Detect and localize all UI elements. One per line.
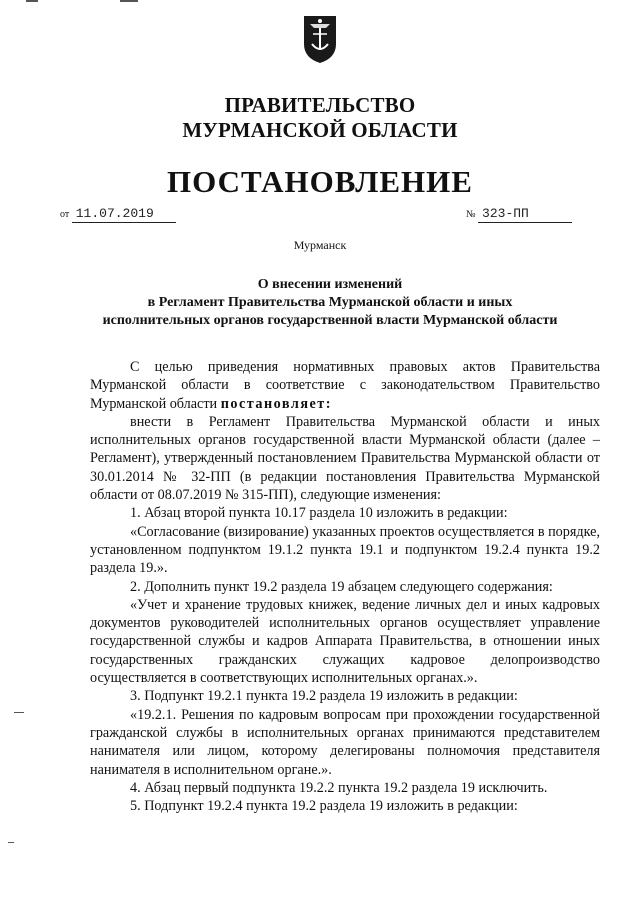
item-2-quote: «Учет и хранение трудовых книжек, ведение личных дел и иных кадровых документов руководителей исполнительных органов осуществляет управление государственной службы и кадров Аппарата Правительства, в отношении иных государственных гражданских служащих кадровое делопроизводство осуществляется в соответствующих исполнительных органах.».	[90, 596, 600, 687]
number-value: 323-ПП	[482, 206, 529, 221]
number-prefix: №	[466, 209, 476, 220]
intro-text: С целью приведения нормативных правовых актов Правительства Мурманской области в соответствие с законодательством Правительство Мурманской области	[90, 359, 600, 412]
scan-artifact	[26, 0, 38, 2]
government-title-line2: МУРМАНСКОЙ ОБЛАСТИ	[182, 118, 458, 142]
scan-artifact	[8, 842, 14, 843]
item-4: 4. Абзац первый подпункта 19.2.2 пункта 19.2 раздела 19 исключить.	[130, 779, 548, 796]
number-field	[466, 206, 572, 223]
scan-artifact	[120, 0, 138, 2]
date-prefix: от	[60, 209, 70, 220]
main-paragraph: внести в Регламент Правительства Мурманской области и иных исполнительных органов государственной власти Мурманской области (далее – Регламент), утвержденный постановлением Правительства Мурманской области от 30.01.2014 № 32-ПП (в редакции постановления Правительства Мурманской области от 08.07.2019 № 315-ПП), следующие изменения:	[90, 413, 600, 504]
subject-line1: О внесении изменений	[257, 277, 403, 292]
intro-keyword: постановляет:	[220, 395, 333, 412]
item-5: 5. Подпункт 19.2.4 пункта 19.2 раздела 19 изложить в редакции:	[130, 798, 518, 815]
date-underline	[72, 206, 176, 223]
intro-paragraph	[90, 358, 600, 413]
subject-line2: в Регламент Правительства Мурманской области и иных	[147, 295, 513, 310]
subject-line3: исполнительных органов государственной власти Мурманской области	[102, 313, 558, 328]
item-3: 3. Подпункт 19.2.1 пункта 19.2 раздела 19 изложить в редакции:	[130, 688, 518, 705]
government-title-line1: ПРАВИТЕЛЬСТВО	[224, 93, 416, 117]
city-name: Мурманск	[293, 238, 347, 252]
scan-artifact	[14, 712, 24, 713]
item-2: 2. Дополнить пункт 19.2 раздела 19 абзацем следующего содержания:	[130, 578, 553, 595]
coat-of-arms-icon	[302, 14, 338, 64]
document-body	[90, 358, 600, 815]
item-1-quote: «Согласование (визирование) указанных проектов осуществляется в порядке, установленном подпунктом 19.1.2 пункта 19.1 и подпунктом 19.2.4 пункта 19.2 раздела 19.».	[90, 523, 600, 577]
number-underline	[478, 206, 572, 223]
document-subject	[60, 276, 600, 330]
date-field	[60, 206, 176, 223]
document-type: ПОСТАНОВЛЕНИЕ	[167, 164, 473, 199]
date-value: 11.07.2019	[75, 206, 154, 221]
item-3-quote: «19.2.1. Решения по кадровым вопросам при прохождении государственной гражданской службы в исполнительных органах принимаются представителем нанимателя или лицом, которому делегированы полномочия представителя нанимателя в исполнительном органе.».	[90, 706, 600, 778]
item-1: 1. Абзац второй пункта 10.17 раздела 10 изложить в редакции:	[130, 505, 508, 522]
